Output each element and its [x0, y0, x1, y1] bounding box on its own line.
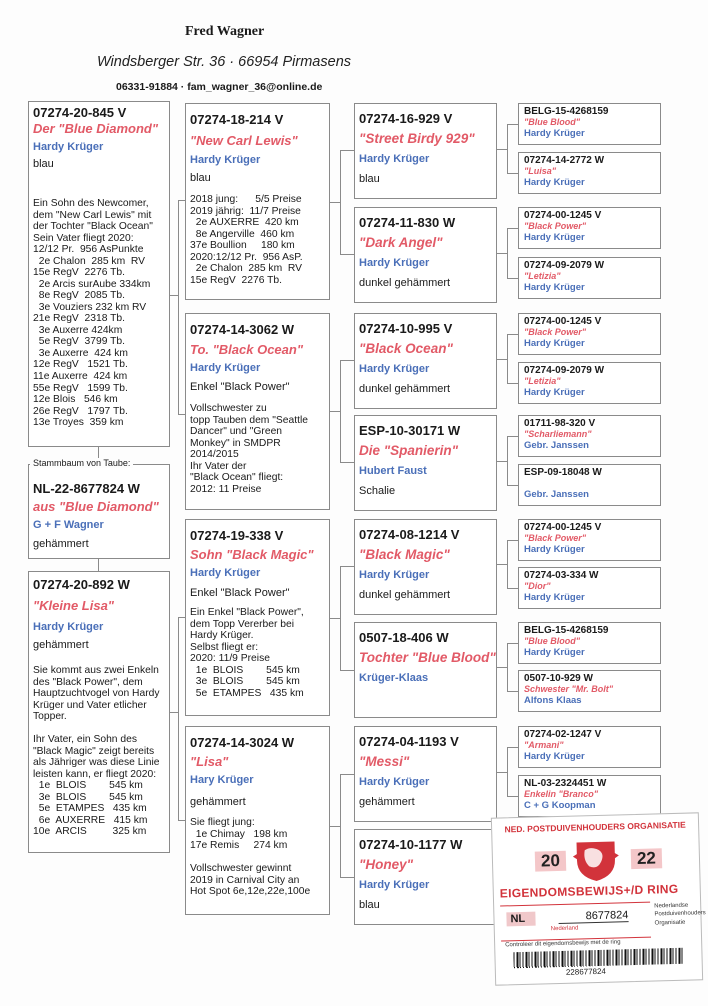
connector-line — [178, 200, 179, 415]
feather-color: Enkel "Black Power" — [190, 381, 290, 393]
feather-color: blau — [359, 899, 380, 911]
gen4-card — [518, 670, 661, 712]
gen4-card — [518, 567, 661, 609]
father-card — [28, 101, 170, 447]
sticker-ring-row — [500, 902, 651, 942]
connector-line — [340, 670, 354, 671]
ring-number: BELG-15-4268159 — [524, 106, 609, 117]
gen3-card — [354, 622, 497, 718]
barcode — [513, 948, 683, 968]
connector-line — [178, 820, 185, 821]
pigeon-name: "Black Power" — [524, 221, 587, 231]
gen4-card — [518, 257, 661, 299]
connector-line — [497, 667, 507, 668]
sticker-control-text: Controleer dit eigendomsbewijs met de ring — [505, 939, 621, 949]
ring-number: 07274-10-995 V — [359, 321, 453, 336]
connector-line — [507, 691, 518, 692]
ring-number: 07274-03-334 W — [524, 570, 599, 581]
ring-number: 0507-10-929 W — [524, 673, 593, 684]
breeder: Hardy Krüger — [524, 544, 585, 555]
pigeon-name: "Letizia" — [524, 271, 561, 281]
gen3-card — [354, 829, 497, 925]
connector-line — [507, 278, 518, 279]
connector-line — [507, 228, 508, 278]
feather-color: gehämmert — [33, 639, 89, 651]
pigeon-name: "Honey" — [359, 857, 414, 872]
connector-line — [340, 254, 354, 255]
barcode-number: 228677824 — [565, 966, 607, 977]
pigeon-name: Enkelin "Branco" — [524, 789, 599, 799]
breeder: Hardy Krüger — [524, 387, 585, 398]
connector-line — [178, 617, 179, 820]
ring-number: 07274-00-1245 V — [524, 210, 602, 221]
gen3-card — [354, 207, 497, 303]
gen4-card — [518, 152, 661, 194]
pigeon-name: "Letizia" — [524, 376, 561, 386]
ring-number: 07274-20-845 V — [33, 105, 127, 120]
breeder: Gebr. Janssen — [524, 489, 589, 500]
breeder-contact: 06331-91884 · fam_wagner_36@online.de — [116, 81, 323, 93]
ring-number: 07274-10-1177 W — [359, 837, 463, 852]
breeder: Hardy Krüger — [524, 751, 585, 762]
ring-number: 07274-16-929 V — [359, 111, 453, 126]
sticker-title: EIGENDOMSBEWIJS+/D RING — [499, 881, 679, 901]
connector-line — [497, 772, 507, 773]
breeder: Hardy Krüger — [359, 257, 430, 269]
feather-color: dunkel gehämmert — [359, 589, 451, 601]
feather-color: gehämmert — [33, 538, 89, 550]
dam-dam-card — [185, 726, 330, 915]
gen3-card — [354, 726, 497, 822]
ownership-certificate-sticker — [491, 812, 706, 985]
feather-color: gehämmert — [359, 796, 415, 808]
pigeon-name: "Scharliemann" — [524, 429, 592, 439]
connector-line — [507, 643, 518, 644]
connector-line — [507, 173, 518, 174]
connector-line — [507, 383, 518, 384]
pigeon-name: "Blue Blood" — [524, 117, 581, 127]
feather-color: dunkel gehämmert — [359, 277, 451, 289]
connector-line — [497, 461, 507, 462]
pigeon-name: aus "Blue Diamond" — [33, 499, 159, 514]
connector-line — [507, 124, 518, 125]
feather-color: Enkel "Black Power" — [190, 587, 290, 599]
gen4-card — [518, 207, 661, 249]
ring-number: ESP-09-18048 W — [524, 467, 602, 478]
breeder: Alfons Klaas — [524, 695, 582, 706]
breeder: Hardy Krüger — [524, 338, 585, 349]
connector-line — [497, 149, 507, 150]
breeder-name: Fred Wagner — [185, 24, 265, 39]
pigeon-card — [28, 464, 170, 559]
breeder: Hardy Krüger — [33, 141, 104, 153]
gen4-card — [518, 313, 661, 355]
sticker-side-text: Nederlandse Postduivenhouders Organisatie — [654, 902, 706, 927]
gen4-card — [518, 362, 661, 404]
ring-number: NL-22-8677824 W — [33, 481, 140, 496]
pigeon-name: "Luisa" — [524, 166, 557, 176]
connector-line — [340, 566, 341, 670]
gen3-card — [354, 415, 497, 511]
connector-line — [340, 360, 341, 462]
ring-number: 07274-00-1245 V — [524, 316, 602, 327]
breeder: Hardy Krüger — [359, 363, 430, 375]
breeder: Hardy Krüger — [524, 647, 585, 658]
connector-line — [507, 436, 508, 485]
sticker-ring-number: 8677824 — [558, 909, 628, 924]
feather-color: Schalie — [359, 485, 396, 497]
ring-number: 07274-11-830 W — [359, 215, 456, 230]
ring-number: 07274-20-892 W — [33, 577, 130, 592]
sticker-country-sub: Nederland — [550, 925, 579, 933]
ring-number: 07274-09-2079 W — [524, 365, 605, 376]
connector-line — [507, 228, 518, 229]
connector-line — [178, 617, 185, 618]
gen4-card — [518, 464, 661, 506]
pigeon-name: "Dark Angel" — [359, 235, 443, 250]
connector-line — [507, 485, 518, 486]
pigeon-name: "Lisa" — [190, 754, 229, 769]
breeder: Gebr. Janssen — [524, 440, 589, 451]
pigeon-name: "Armani" — [524, 740, 564, 750]
gen4-card — [518, 103, 661, 145]
performance-text: Sie kommt aus zwei Enkeln des "Black Power", dem Hauptzuchtvogel von Hardy Krüger und Vater etlicher Topper. Ihr Vater, ein Sohn des "Black Magic" zeigt bereits als Jähriger was diese Linie leisten kann, er fliegt 2020: 1e BLOIS 545 km 3e BLOIS 545 km 5e ETAMPES 435 km 6e AUXERRE 415 km 10e ARCIS 325 km — [33, 665, 160, 838]
ring-number: 07274-14-3062 W — [190, 322, 295, 337]
pigeon-name: Sohn "Black Magic" — [190, 547, 314, 562]
breeder: Hardy Krüger — [524, 232, 585, 243]
ring-number: 07274-14-3024 W — [190, 735, 295, 750]
connector-line — [340, 877, 354, 878]
breeder: Hardy Krüger — [359, 153, 430, 165]
breeder: Hardy Krüger — [190, 154, 261, 166]
ring-number: 07274-08-1214 V — [359, 527, 460, 542]
connector-line — [340, 566, 354, 567]
breeder: Hardy Krüger — [524, 128, 585, 139]
pigeon-name: "Blue Blood" — [524, 636, 581, 646]
connector-line — [507, 540, 508, 588]
breeder: G + F Wagner — [33, 519, 104, 531]
gen4-card — [518, 622, 661, 664]
pigeon-name: "Black Power" — [524, 327, 587, 337]
pigeon-name: "Black Magic" — [359, 547, 450, 562]
ring-number: 07274-19-338 V — [190, 528, 284, 543]
breeder: Hardy Krüger — [524, 592, 585, 603]
mother-card — [28, 571, 170, 853]
performance-text: Vollschwester zu topp Tauben dem "Seattle Dancer" und "Green Monkey" in SMDPR 2014/2015 Ihr Vater der "Black Ocean" fliegt: 2012: 11 Preise — [190, 403, 308, 495]
gen4-card — [518, 726, 661, 768]
pigeon-name: "Black Power" — [524, 533, 587, 543]
breeder: Hardy Krüger — [359, 879, 430, 891]
connector-line — [340, 150, 354, 151]
pigeon-name: "Messi" — [359, 754, 410, 769]
lion-emblem-icon — [570, 835, 621, 882]
ring-number: 0507-18-406 W — [359, 630, 449, 645]
connector-line — [507, 643, 508, 691]
sire-dam-card — [185, 313, 330, 510]
pigeon-name: Die "Spanierin" — [359, 443, 459, 458]
connector-line — [507, 747, 508, 796]
connector-line — [507, 124, 508, 173]
pigeon-name: Tochter "Blue Blood" — [359, 650, 496, 665]
feather-color: blau — [190, 172, 211, 184]
dam-sire-card — [185, 519, 330, 716]
pigeon-name: To. "Black Ocean" — [190, 342, 303, 357]
sticker-year-right: 22 — [631, 848, 662, 869]
connector-line — [340, 150, 341, 254]
breeder-address: Windsberger Str. 36 · 66954 Pirmasens — [97, 54, 352, 70]
ring-number: ESP-10-30171 W — [359, 423, 461, 438]
pigeon-name: Schwester "Mr. Bolt" — [524, 684, 614, 694]
breeder: Hary Krüger — [190, 774, 254, 786]
pigeon-name: "Dior" — [524, 581, 551, 591]
gen3-card — [354, 103, 497, 199]
pigeon-name: "New Carl Lewis" — [190, 133, 298, 148]
connector-line — [340, 774, 341, 877]
ring-number: NL-03-2324451 W — [524, 778, 607, 789]
performance-text: 2018 jung: 5/5 Preise 2019 jährig: 11/7 Preise 2e AUXERRE 420 km 8e Angerville 460 km 37e Boullion 180 km 2020:12/12 Pr. 956 AsP. 2e Chalon 285 km RV 15e RegV 2276 Tb. — [190, 194, 303, 286]
connector-line — [507, 540, 518, 541]
gen3-card — [354, 519, 497, 615]
connector-line — [497, 359, 507, 360]
performance-text: Ein Enkel "Black Power", dem Topp Vererber bei Hardy Krüger. Selbst fliegt er: 2020: 11/9 Preise 1e BLOIS 545 km 3e BLOIS 545 km 5e ETAMPES 435 km — [190, 607, 304, 699]
connector-line — [340, 462, 354, 463]
feather-color: dunkel gehämmert — [359, 383, 451, 395]
connector-line — [507, 334, 508, 383]
gen4-card — [518, 519, 661, 561]
pigeon-name: "Street Birdy 929" — [359, 131, 475, 146]
sticker-organisation: NED. POSTDUIVENHOUDERS ORGANISATIE — [504, 819, 686, 835]
pigeon-name: "Kleine Lisa" — [33, 598, 114, 613]
connector-line — [330, 411, 340, 412]
connector-line — [98, 559, 99, 571]
connector-line — [170, 712, 178, 713]
sticker-country: NL — [506, 912, 535, 927]
connector-line — [330, 618, 340, 619]
breeder: Hardy Krüger — [359, 569, 430, 581]
ring-number: 07274-04-1193 V — [359, 734, 459, 749]
gen4-card — [518, 415, 661, 457]
connector-line — [178, 200, 185, 201]
breeder: Hardy Krüger — [524, 177, 585, 188]
breeder: Hardy Krüger — [190, 362, 261, 374]
pigeon-name: Der "Blue Diamond" — [33, 121, 159, 136]
ring-number: 07274-09-2079 W — [524, 260, 605, 271]
connector-line — [340, 774, 354, 775]
ring-number: 07274-00-1245 V — [524, 522, 602, 533]
breeder: Krüger-Klaas — [359, 672, 429, 684]
breeder: Hubert Faust — [359, 465, 427, 477]
breeder: Hardy Krüger — [190, 567, 261, 579]
gen4-card — [518, 775, 661, 817]
ring-number: 01711-98-320 V — [524, 418, 596, 429]
connector-line — [178, 414, 185, 415]
pedigree-label: Stammbaum von Taube: — [30, 458, 133, 468]
connector-line — [340, 360, 354, 361]
breeder: Hardy Krüger — [524, 282, 585, 293]
performance-text: Ein Sohn des Newcomer, dem "New Carl Lewis" mit der Tochter "Black Ocean" Sein Vater fliegt 2020: 12/12 Pr. 956 AsPunkte 2e Chalon 285 km RV 15e RegV 2276 Tb. 2e Arcis surAube 334km 8e RegV 2085 Tb. 3e Vouziers 232 km RV 21e RegV 2318 Tb. 3e Auxerre 424km 5e RegV 3799 Tb. 3e Auxerre 424 km 12e RegV 1521 Tb. 11e Auxerre 424 km 55e RegV 1599 Tb. 12e Blois 546 km 26e RegV 1797 Tb. 13e Troyes 359 km — [33, 198, 153, 429]
connector-line — [507, 588, 518, 589]
connector-line — [507, 796, 518, 797]
connector-line — [170, 295, 178, 296]
feather-color: gehämmert — [190, 796, 246, 808]
feather-color: blau — [33, 158, 54, 170]
breeder: C + G Koopman — [524, 800, 596, 811]
breeder: Hardy Krüger — [33, 621, 104, 633]
ring-number: 07274-14-2772 W — [524, 155, 605, 166]
connector-line — [507, 747, 518, 748]
performance-text: Sie fliegt jung: 1e Chimay 198 km 17e Remis 274 km Vollschwester gewinnt 2019 in Carnival City an Hot Spot 6e,12e,22e,100e — [190, 817, 311, 898]
connector-line — [497, 564, 507, 565]
sticker-year-left: 20 — [535, 851, 566, 872]
connector-line — [497, 253, 507, 254]
connector-line — [507, 334, 518, 335]
pigeon-name: "Black Ocean" — [359, 341, 453, 356]
feather-color: blau — [359, 173, 380, 185]
connector-line — [330, 826, 340, 827]
connector-line — [330, 202, 340, 203]
ring-number: BELG-15-4268159 — [524, 625, 609, 636]
ring-number: 07274-02-1247 V — [524, 729, 602, 740]
sire-card — [185, 103, 330, 300]
ring-number: 07274-18-214 V — [190, 112, 284, 127]
gen3-card — [354, 313, 497, 409]
connector-line — [507, 436, 518, 437]
breeder: Hardy Krüger — [359, 776, 430, 788]
